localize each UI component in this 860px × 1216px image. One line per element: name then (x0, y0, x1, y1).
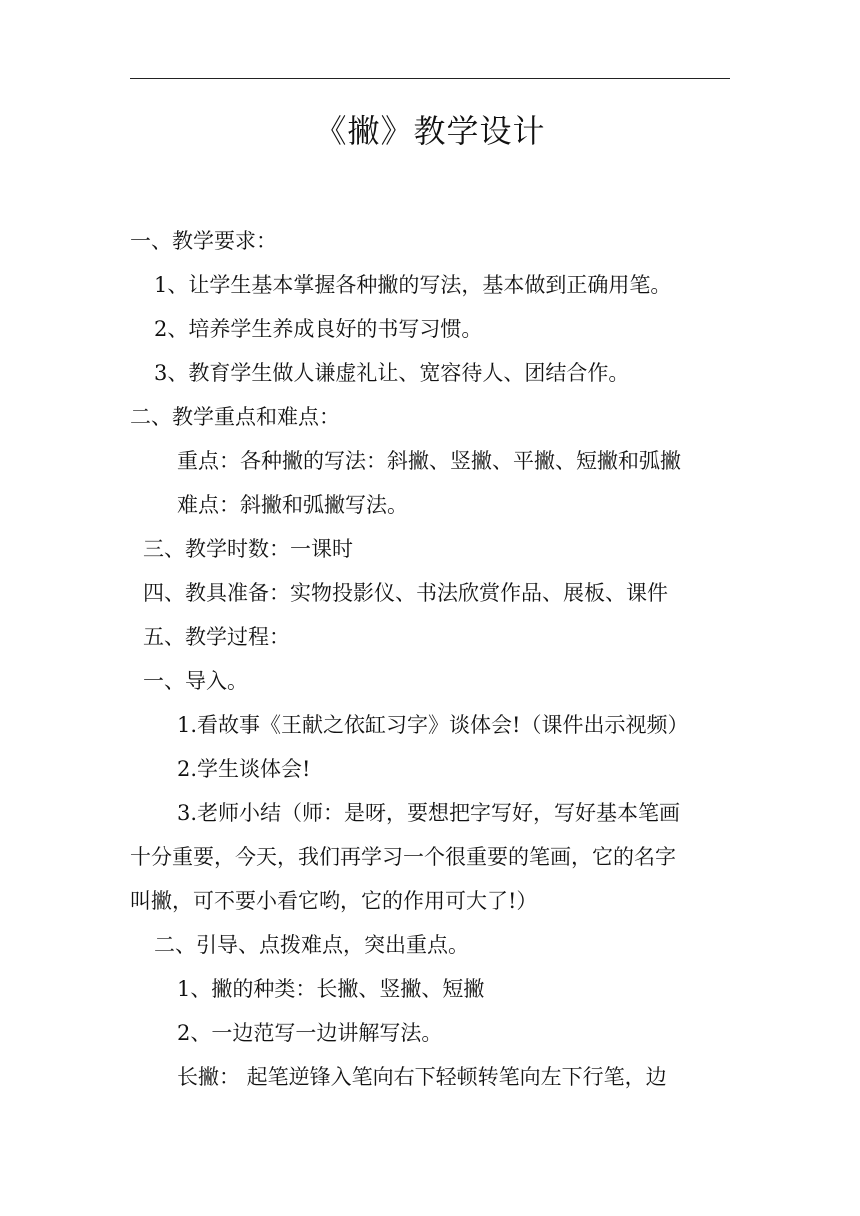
section-heading: 五、教学过程： (143, 625, 290, 649)
page-title: 《撇》教学设计 (314, 112, 546, 150)
section-heading: 二、引导、点拨难点，突出重点。 (154, 933, 469, 957)
list-item: 3、教育学生做人谦虚礼让、宽容待人、团结合作。 (154, 361, 630, 385)
list-item: 1、让学生基本掌握各种撇的写法，基本做到正确用笔。 (154, 273, 672, 297)
paragraph-line: 2、一边范写一边讲解写法。 (177, 1021, 443, 1045)
section-heading: 二、教学重点和难点： (130, 405, 340, 429)
paragraph-line: 难点：斜撇和弧撇写法。 (177, 493, 408, 517)
header-rule (130, 78, 730, 79)
section-heading: 四、教具准备：实物投影仪、书法欣赏作品、展板、课件 (143, 581, 668, 605)
paragraph-line: 3.老师小结（师：是呀，要想把字写好，写好基本笔画 (177, 801, 681, 825)
list-item: 2、培养学生养成良好的书写习惯。 (154, 317, 483, 341)
paragraph-line: 叫撇，可不要小看它哟，它的作用可大了!） (130, 889, 538, 913)
paragraph-line: 重点：各种撇的写法：斜撇、竖撇、平撇、短撇和弧撇 (177, 449, 681, 473)
section-heading: 一、导入。 (143, 669, 248, 693)
section-heading: 三、教学时数：一课时 (143, 537, 353, 561)
paragraph-line: 十分重要，今天，我们再学习一个很重要的笔画，它的名字 (130, 845, 676, 869)
paragraph-line: 1、撇的种类：长撇、竖撇、短撇 (177, 977, 485, 1001)
section-heading: 一、教学要求： (130, 229, 277, 253)
paragraph-line: 1.看故事《王献之依缸习字》谈体会!（课件出示视频） (177, 713, 689, 737)
paragraph-line: 2.学生谈体会! (177, 757, 311, 781)
paragraph-line: 长撇： 起笔逆锋入笔向右下轻顿转笔向左下行笔，边 (177, 1065, 667, 1089)
